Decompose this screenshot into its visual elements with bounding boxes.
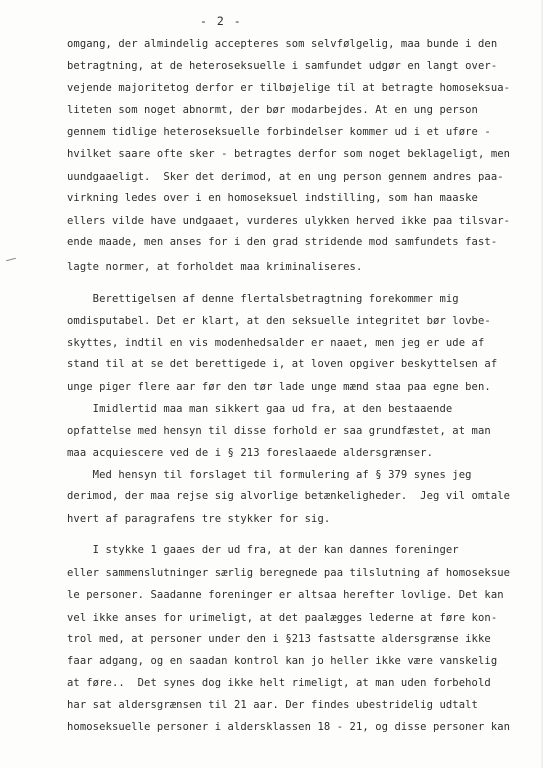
text-line: omdisputabel. Det er klart, at den seksuelle integritet bør lovbe- xyxy=(67,315,491,327)
text-line: vejende majoritetog derfor er tilbøjelige til at betragte homoseksua- xyxy=(67,82,511,94)
text-line: Imidlertid maa man sikkert gaa ud fra, at den bestaaende xyxy=(67,403,453,415)
text-line: hvert af paragrafens tre stykker for sig. xyxy=(67,513,331,525)
text-line: ellers vilde have undgaaet, vurderes ulykken herved ikke paa tilsvar- xyxy=(67,215,511,227)
page-number: - 2 - xyxy=(200,14,243,28)
text-line: Berettigelsen af denne flertalsbetragtning forekommer mig xyxy=(67,293,459,305)
text-line: omgang, der almindelig accepteres som selvfølgelig, maa bunde i den xyxy=(67,38,498,50)
text-line: unge piger flere aar før den tør lade unge mænd staa paa egne ben. xyxy=(67,381,491,393)
text-line: Med hensyn til forslaget til formulering af § 379 synes jeg xyxy=(67,469,472,481)
text-line: skyttes, indtil en vis modenhedsalder er naaet, men jeg er ude af xyxy=(67,337,485,349)
text-line: ende maade, men anses for i den grad stridende mod samfundets fast- xyxy=(67,236,498,248)
text-line: eller sammenslutninger særlig beregnede paa tilslutning af homoseksue xyxy=(67,567,511,579)
text-line: derimod, der maa rejse sig alvorlige betænkeligheder. Jeg vil omtale xyxy=(67,490,511,502)
text-line: hvilket saare ofte sker - betragtes derfor som noget beklageligt, men xyxy=(67,148,511,160)
text-line: lagte normer, at forholdet maa kriminaliseres. xyxy=(67,261,363,273)
text-line: le personer. Saadanne foreninger er altsaa herefter lovlige. Det kan xyxy=(67,589,504,601)
text-line: trol med, at personer under den i §213 fastsatte aldersgrænse ikke xyxy=(67,633,491,645)
text-line: vel ikke anses for urimeligt, at det paalægges lederne at føre kon- xyxy=(67,612,498,624)
text-line: at føre.. Det synes dog ikke helt rimeligt, at man uden forbehold xyxy=(67,677,491,689)
margin-pencil-mark xyxy=(6,258,16,262)
text-line: har sat aldersgrænsen til 21 aar. Der findes ubestridelig udtalt xyxy=(67,699,478,711)
text-line: virkning ledes over i en homoseksuel indstilling, som han maaske xyxy=(67,192,478,204)
text-line: uundgaaeligt. Sker det derimod, at en ung person gennem andres paa- xyxy=(67,171,504,183)
text-line: I stykke 1 gaaes der ud fra, at der kan dannes foreninger xyxy=(67,544,459,556)
text-line: gennem tidlige heteroseksuelle forbindelser kommer ud i et uføre - xyxy=(67,126,491,138)
text-line: betragtning, at de heteroseksuelle i samfundet udgør en langt over- xyxy=(67,60,498,72)
text-line: liteten som noget abnormt, der bør modarbejdes. At en ung person xyxy=(67,104,478,116)
text-line: homoseksuelle personer i aldersklassen 18 - 21, og disse personer kan xyxy=(67,721,511,733)
text-line: stand til at se det berettigede i, at loven opgiver beskyttelsen af xyxy=(67,358,498,370)
text-line: opfattelse med hensyn til disse forhold er saa grundfæstet, at man xyxy=(67,425,491,437)
text-line: maa acquiescere ved de i § 213 foreslaaede aldersgrænser. xyxy=(67,447,434,459)
text-line: faar adgang, og en saadan kontrol kan jo heller ikke være vanskelig xyxy=(67,655,498,667)
